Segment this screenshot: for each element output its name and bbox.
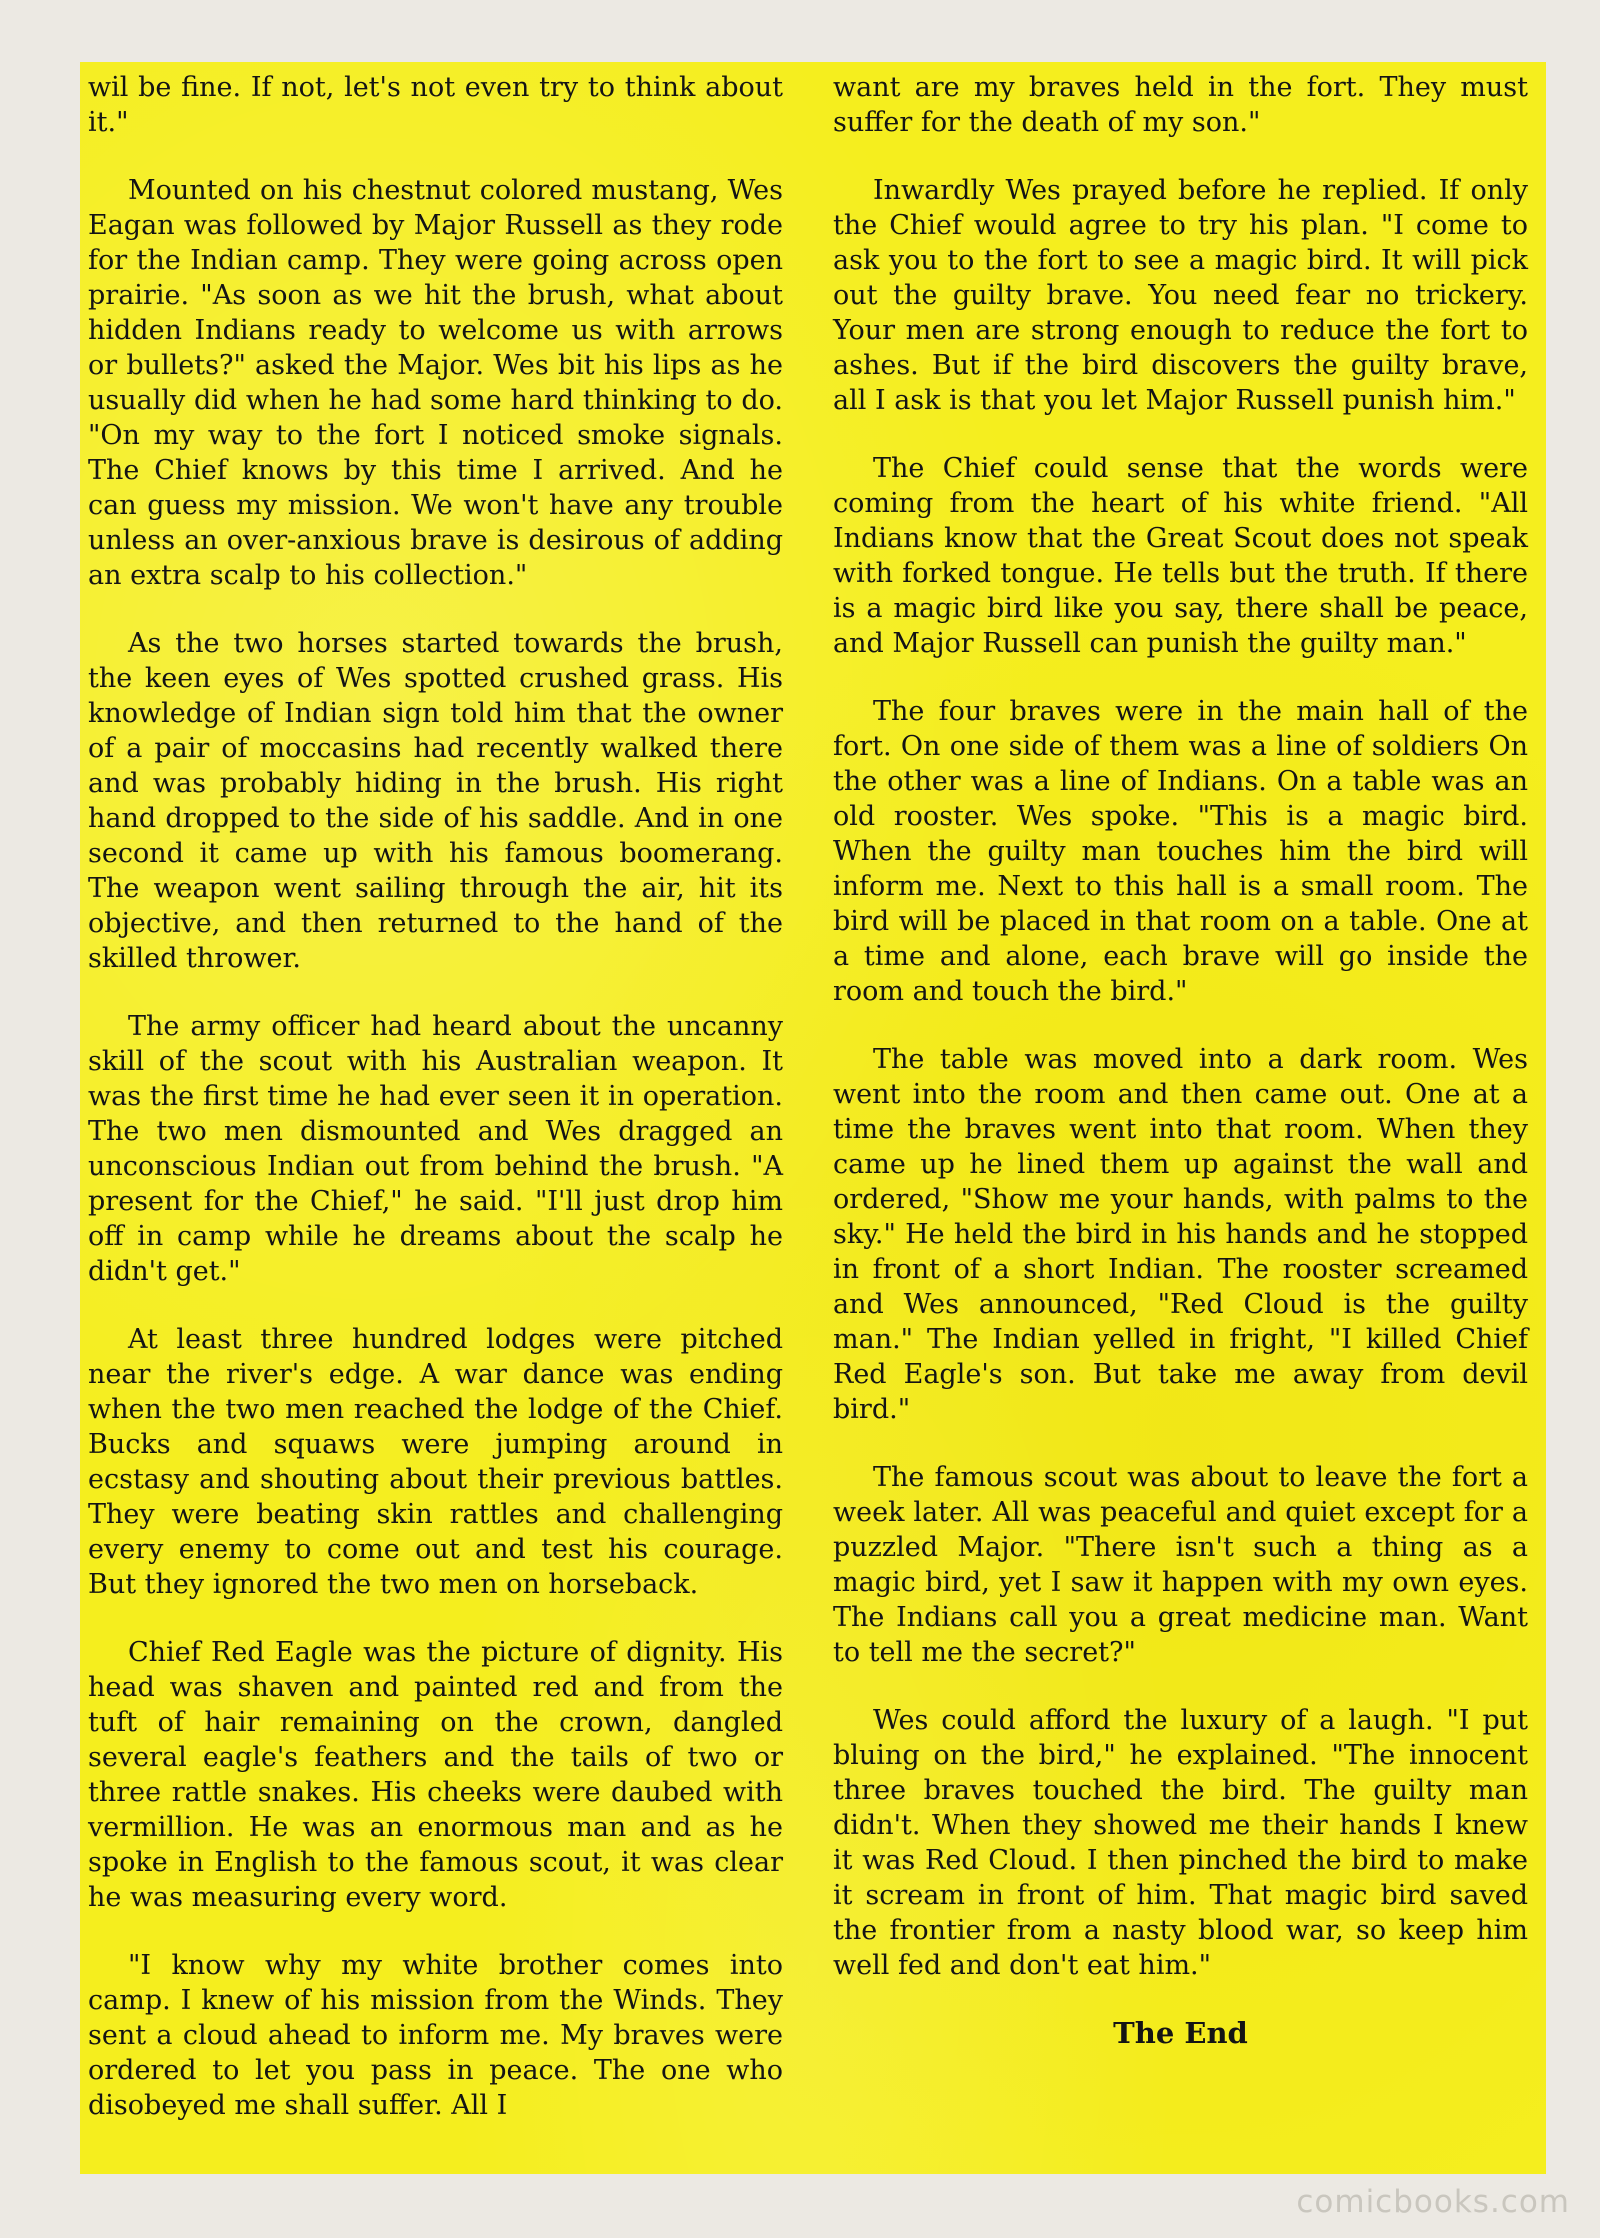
paragraph: The four braves were in the main hall of the fort. On one side of them was a line of soldiers On the other was a line of Indians. On a table was an old rooster. Wes spoke. "This is a magic bird. When the guilty man touches him the bird will inform me. Next to this hall is a small room. The bird will be placed in that room on a table. One at a time and alone, each brave will go inside the room and touch the bird." <box>833 696 1528 1007</box>
paragraph: Inwardly Wes prayed before he replied. If only the Chief would agree to try his plan. "I come to ask you to the fort to see a magic bird. It will pick out the guilty brave. You need fear no trickery. Your men are strong enough to reduce the fort to ashes. But if the bird discovers the guilty brave, all I ask is that you let Major Russell punish him." <box>833 175 1528 416</box>
paragraph: The famous scout was about to leave the fort a week later. All was peaceful and quiet except for a puzzled Major. "There isn't such a thing as a magic bird, yet I saw it happen with my own eyes. The Indians call you a great medicine man. Want to tell me the secret?" <box>833 1462 1528 1668</box>
paragraph: Wes could afford the luxury of a laugh. "I put bluing on the bird," he explained. "The innocent three braves touched the bird. The guilty man didn't. When they showed me their hands I knew it was Red Cloud. I then pinched the bird to make it scream in front of him. That magic bird saved the frontier from a nasty blood war, so keep him well fed and don't eat him." <box>833 1705 1528 1981</box>
left-text-column <box>88 70 783 2156</box>
paragraph: want are my braves held in the fort. They must suffer for the death of my son." <box>833 72 1528 138</box>
paragraph: Mounted on his chestnut colored mustang, Wes Eagan was followed by Major Russell as they rode for the Indian camp. They were going across open prairie. "As soon as we hit the brush, what about hidden Indians ready to welcome us with arrows or bullets?" asked the Major. Wes bit his lips as he usually did when he had some hard thinking to do. "On my way to the fort I noticed smoke signals. The Chief knows by this time I arrived. And he can guess my mission. We won't have any trouble unless an over-anxious brave is desirous of adding an extra scalp to his collection." <box>88 175 783 591</box>
paragraph: At least three hundred lodges were pitched near the river's edge. A war dance was ending when the two men reached the lodge of the Chief. Bucks and squaws were jumping around in ecstasy and shouting about their previous battles. They were beating skin rattles and challenging every enemy to come out and test his courage. But they ignored the two men on horseback. <box>88 1324 783 1600</box>
paragraph: Chief Red Eagle was the picture of dignity. His head was shaven and painted red and from the tuft of hair remaining on the crown, dangled several eagle's feathers and the tails of two or three rattle snakes. His cheeks were daubed with vermillion. He was an enormous man and as he spoke in English to the famous scout, it was clear he was measuring every word. <box>88 1637 783 1913</box>
paragraph: "I know why my white brother comes into camp. I knew of his mission from the Winds. They sent a cloud ahead to inform me. My braves were ordered to let you pass in peace. The one who disobeyed me shall suffer. All I <box>88 1950 783 2121</box>
the-end-label: The End <box>1113 2016 1248 2050</box>
right-text-column <box>833 70 1528 2051</box>
paragraph: The army officer had heard about the uncanny skill of the scout with his Australian weapon. It was the first time he had ever seen it in operation. The two men dismounted and Wes dragged an unconscious Indian out from behind the brush. "A present for the Chief," he said. "I'll just drop him off in camp while he dreams about the scalp he didn't get." <box>88 1011 783 1287</box>
paragraph: The Chief could sense that the words were coming from the heart of his white friend. "All Indians know that the Great Scout does not speak with forked tongue. He tells but the truth. If there is a magic bird like you say, there shall be peace, and Major Russell can punish the guilty man." <box>833 453 1528 659</box>
site-watermark: comicbooks.com <box>1296 2184 1570 2220</box>
paragraph: wil be fine. If not, let's not even try to think about it." <box>88 72 783 138</box>
paragraph: The table was moved into a dark room. Wes went into the room and then came out. One at a time the braves went into that room. When they came up he lined them up against the wall and ordered, "Show me your hands, with palms to the sky." He held the bird in his hands and he stopped in front of a short Indian. The rooster screamed and Wes announced, "Red Cloud is the guilty man." The Indian yelled in fright, "I killed Chief Red Eagle's son. But take me away from devil bird." <box>833 1044 1528 1425</box>
story-page <box>80 62 1546 2174</box>
paragraph: As the two horses started towards the brush, the keen eyes of Wes spotted crushed grass. His knowledge of Indian sign told him that the owner of a pair of moccasins had recently walked there and was probably hiding in the brush. His right hand dropped to the side of his saddle. And in one second it came up with his famous boomerang. The weapon went sailing through the air, hit its objective, and then returned to the hand of the skilled thrower. <box>88 628 783 974</box>
